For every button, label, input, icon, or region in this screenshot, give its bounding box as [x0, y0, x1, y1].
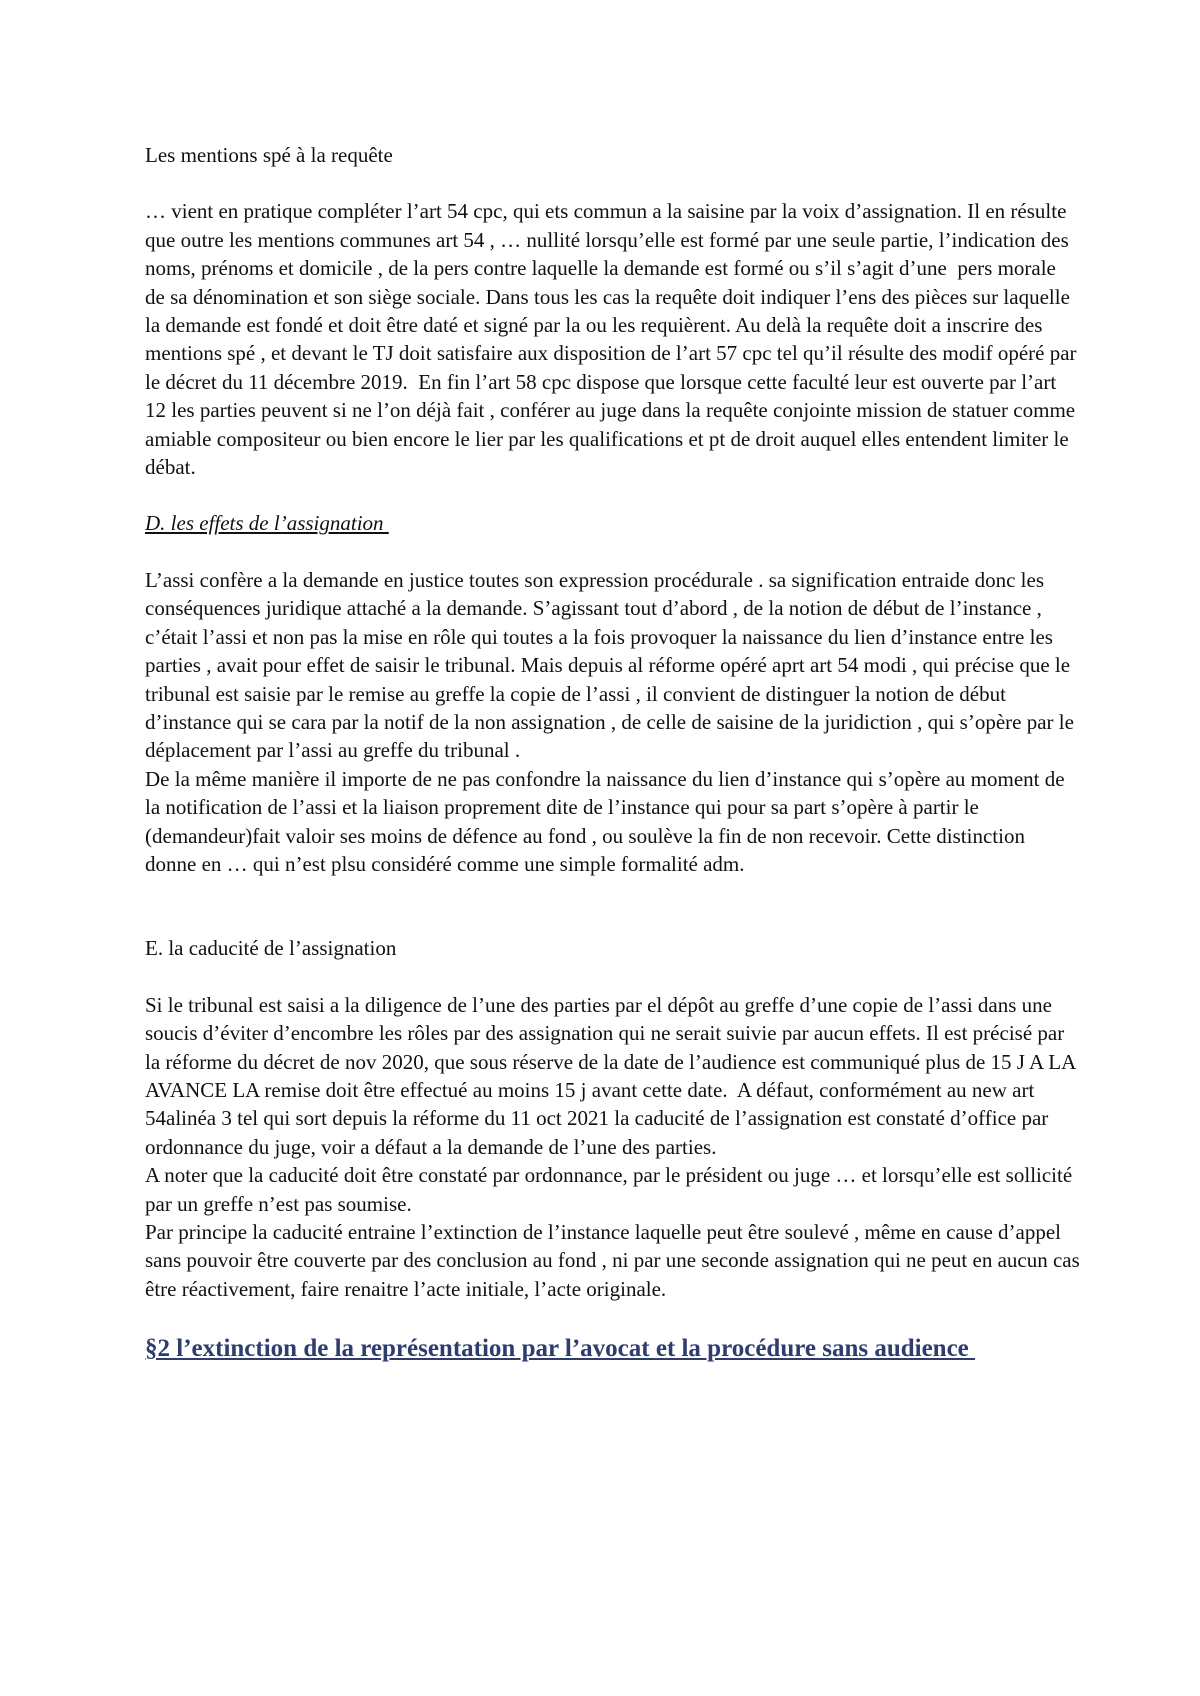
section-e-paragraph-2: A noter que la caducité doit être constaté par ordonnance, par le président ou juge … et lorsqu’elle est sollicité par un greffe n’est pas soumise. — [145, 1163, 1078, 1216]
subsection-title: Les mentions spé à la requête — [145, 143, 393, 167]
section-d-paragraph-2: De la même manière il importe de ne pas confondre la naissance du lien d’instance qui s’opère au moment de la notification de l’assi et la liaison proprement dite de l’instance qui pour sa part s’opère à partir le (demandeur)fait valoir ses moins de défence au fond , ou soulève la fin de non recevoir. Cette distinction donne en … qui n’est plsu considéré comme une simple formalité adm. — [145, 766, 1070, 876]
section-2-heading: §2 l’extinction de la représentation par l’avocat et la procédure sans audience — [145, 1335, 976, 1363]
section-d-paragraph-1: L’assi confère a la demande en justice toutes son expression procédurale . sa signification entraide donc les conséquences juridique attaché a la demande. S’agissant tout d’abord , de la notion de début de l’instance , c’était l’assi et non pas la mise en rôle qui toutes a la fois provoquer la naissance du lien d’instance entre les parties , avait pour effet de saisir le tribunal. Mais depuis al réforme opéré aprt art 54 modi , qui précise que le tribunal est saisie par le remise au greffe la copie de l’assi , il convient de distinguer la notion de début d’instance qui se cara par la notif de la non assignation , de celle de saisine de la juridiction , qui s’opère par le déplacement par l’assi au greffe du tribunal . — [145, 567, 1080, 763]
section-e-paragraph-1: Si le tribunal est saisi a la diligence de l’une des parties par el dépôt au greffe d’une copie de l’assi dans une soucis d’éviter d’encombre les rôles par des assignation qui ne serait suivie par aucun effets. Il est précisé par la réforme du décret de nov 2020, que sous réserve de la date de l’audience est communiqué plus de 15 J A LA AVANCE LA remise doit être effectué au moins 15 j avant cette date. A défaut, conformément au new art 54alinéa 3 tel qui sort depuis la réforme du 11 oct 2021 la caducité de l’assignation est constaté d’office par ordonnance du juge, voir a défaut a la demande de l’une des parties. — [145, 992, 1080, 1159]
document-body — [145, 141, 1086, 1366]
intro-paragraph: … vient en pratique compléter l’art 54 cpc, qui ets commun a la saisine par la voix d’assignation. Il en résulte que outre les mentions communes art 54 , … nullité lorsqu’elle est formé par une seule partie, l’indication des noms, prénoms et domicile , de la pers contre laquelle la demande est formé ou s’il s’agit d’une pers morale de sa dénomination et son siège sociale. Dans tous les cas la requête doit indiquer l’ens des pièces sur laquelle la demande est fondé et doit être daté et signé par la ou les requièrent. Au delà la requête doit a inscrire des mentions spé , et devant le TJ doit satisfaire aux disposition de l’art 57 cpc tel qu’il résulte des modif opéré par le décret du 11 décembre 2019. En fin l’art 58 cpc dispose que lorsque cette faculté leur est ouverte par l’art 12 les parties peuvent si ne l’on déjà fait , conférer au juge dans la requête conjointe mission de statuer comme amiable compositeur ou bien encore le lier par les qualifications et pt de droit auquel elles entendent limiter le débat. — [145, 199, 1082, 480]
section-e-paragraph-3: Par principe la caducité entraine l’extinction de l’instance laquelle peut être soulevé , même en cause d’appel sans pouvoir être couverte par des conclusion au fond , ni par une seconde assignation qui ne peut en aucun cas être réactivement, faire renaitre l’acte initiale, l’acte originale. — [145, 1220, 1086, 1301]
section-e-heading: E. la caducité de l’assignation — [145, 936, 397, 961]
section-d-heading: D. les effets de l’assignation — [145, 511, 389, 536]
